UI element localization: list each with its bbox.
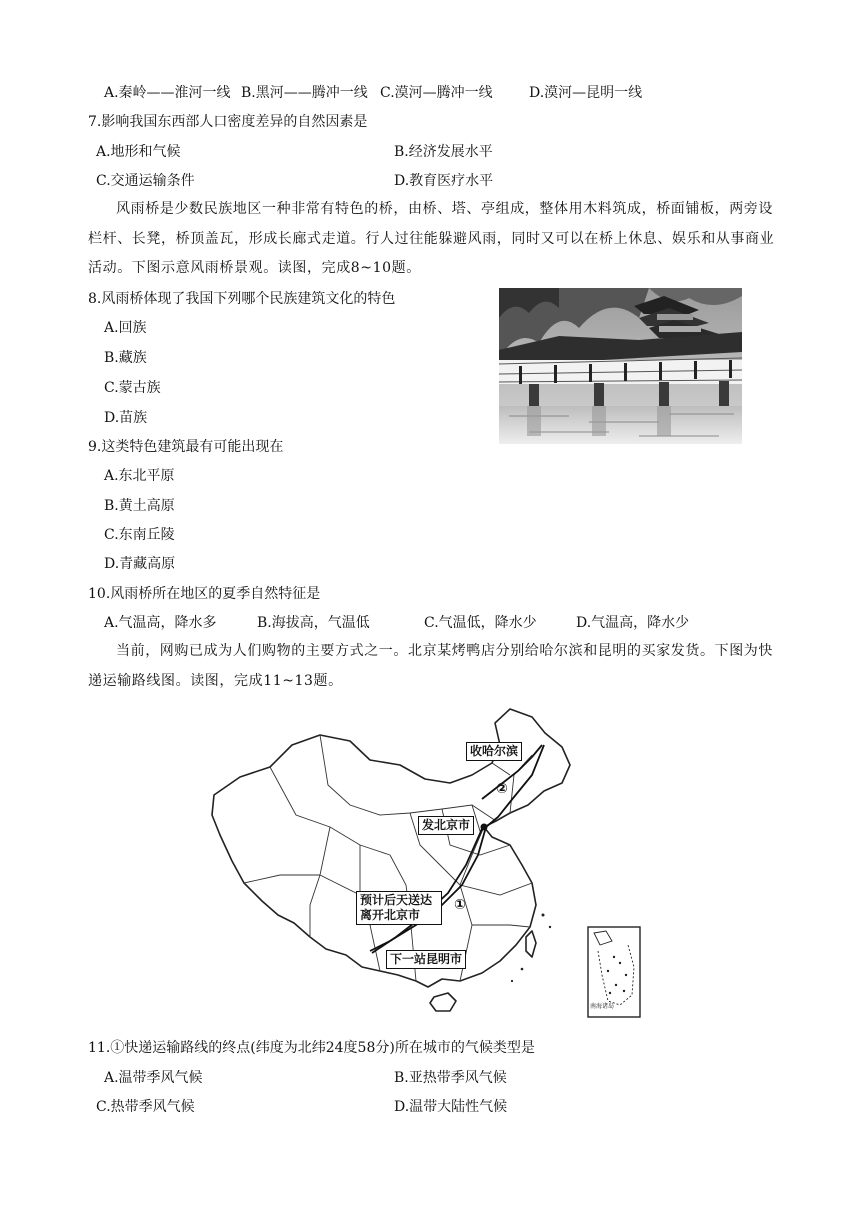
passage-wind-rain-bridge: 风雨桥是少数民族地区一种非常有特色的桥，由桥、塔、亭组成，整体用木料筑成，桥面铺板，两旁设栏杆、长凳，桥顶盖瓦，形成长廊式走道。行人过往能躲避风雨，同时又可以在桥上休息、娱乐和从事商业活动。下图示意风雨桥景观。读图，完成8~10题。 bbox=[88, 201, 775, 276]
route-1-marker: ① bbox=[454, 897, 466, 913]
q9-stem: 9.这类特色建筑最有可能出现在 bbox=[88, 439, 284, 455]
beijing-point bbox=[481, 824, 488, 831]
q9-option-a: A.东北平原 bbox=[104, 468, 175, 484]
map-label-eta: 预计后天送达离开北京市 bbox=[356, 891, 442, 925]
q10-option-c: C.气温低，降水少 bbox=[424, 615, 537, 631]
q9-option-c: C.东南丘陵 bbox=[104, 527, 175, 543]
map-label-beijing: 发北京市 bbox=[418, 816, 474, 835]
q7-option-b: B.经济发展水平 bbox=[394, 144, 493, 160]
route-2-marker: ② bbox=[496, 781, 508, 797]
wind-rain-bridge-photo bbox=[499, 288, 742, 444]
q8-option-d: D.苗族 bbox=[104, 410, 148, 426]
china-map-outline bbox=[210, 705, 647, 1020]
q10-option-a: A.气温高，降水多 bbox=[104, 615, 217, 631]
q7-stem: 7.影响我国东西部人口密度差异的自然因素是 bbox=[88, 114, 368, 130]
q8-stem: 8.风雨桥体现了我国下列哪个民族建筑文化的特色 bbox=[88, 291, 396, 307]
q8-option-b: B.藏族 bbox=[104, 350, 147, 366]
q9-option-b: B.黄土高原 bbox=[104, 498, 175, 514]
express-route-map bbox=[210, 705, 647, 1020]
q6-option-b: B.黑河——腾冲一线 bbox=[241, 85, 368, 101]
q6-option-a: A.秦岭——淮河一线 bbox=[104, 85, 231, 101]
q9-option-d: D.青藏高原 bbox=[104, 556, 176, 572]
q8-option-a: A.回族 bbox=[104, 320, 147, 336]
q11-stem: 11.①快递运输路线的终点(纬度为北纬24度58分)所在城市的气候类型是 bbox=[88, 1040, 535, 1056]
q10-option-d: D.气温高，降水少 bbox=[576, 615, 690, 631]
q6-option-d: D.漠河—昆明一线 bbox=[529, 85, 643, 101]
q8-option-c: C.蒙古族 bbox=[104, 380, 161, 396]
q10-stem: 10.风雨桥所在地区的夏季自然特征是 bbox=[88, 586, 321, 602]
q11-option-c: C.热带季风气候 bbox=[96, 1099, 195, 1115]
map-label-kunming: 下一站昆明市 bbox=[386, 950, 466, 969]
passage-online-shopping: 当前，网购已成为人们购物的主要方式之一。北京某烤鸭店分别给哈尔滨和昆明的买家发货。下图为快递运输路线图。读图，完成11~13题。 bbox=[88, 643, 773, 689]
q6-option-c: C.漠河—腾冲一线 bbox=[380, 85, 493, 101]
q7-option-d: D.教育医疗水平 bbox=[394, 173, 494, 189]
q11-option-d: D.温带大陆性气候 bbox=[394, 1099, 508, 1115]
q11-option-a: A.温带季风气候 bbox=[104, 1070, 203, 1086]
q7-option-c: C.交通运输条件 bbox=[96, 173, 195, 189]
q7-option-a: A.地形和气候 bbox=[96, 144, 181, 160]
q11-option-b: B.亚热带季风气候 bbox=[394, 1070, 507, 1086]
inset-label: 南海诸岛 bbox=[590, 1003, 615, 1010]
q10-option-b: B.海拔高，气温低 bbox=[257, 615, 370, 631]
map-label-harbin: 收哈尔滨 bbox=[466, 742, 522, 761]
